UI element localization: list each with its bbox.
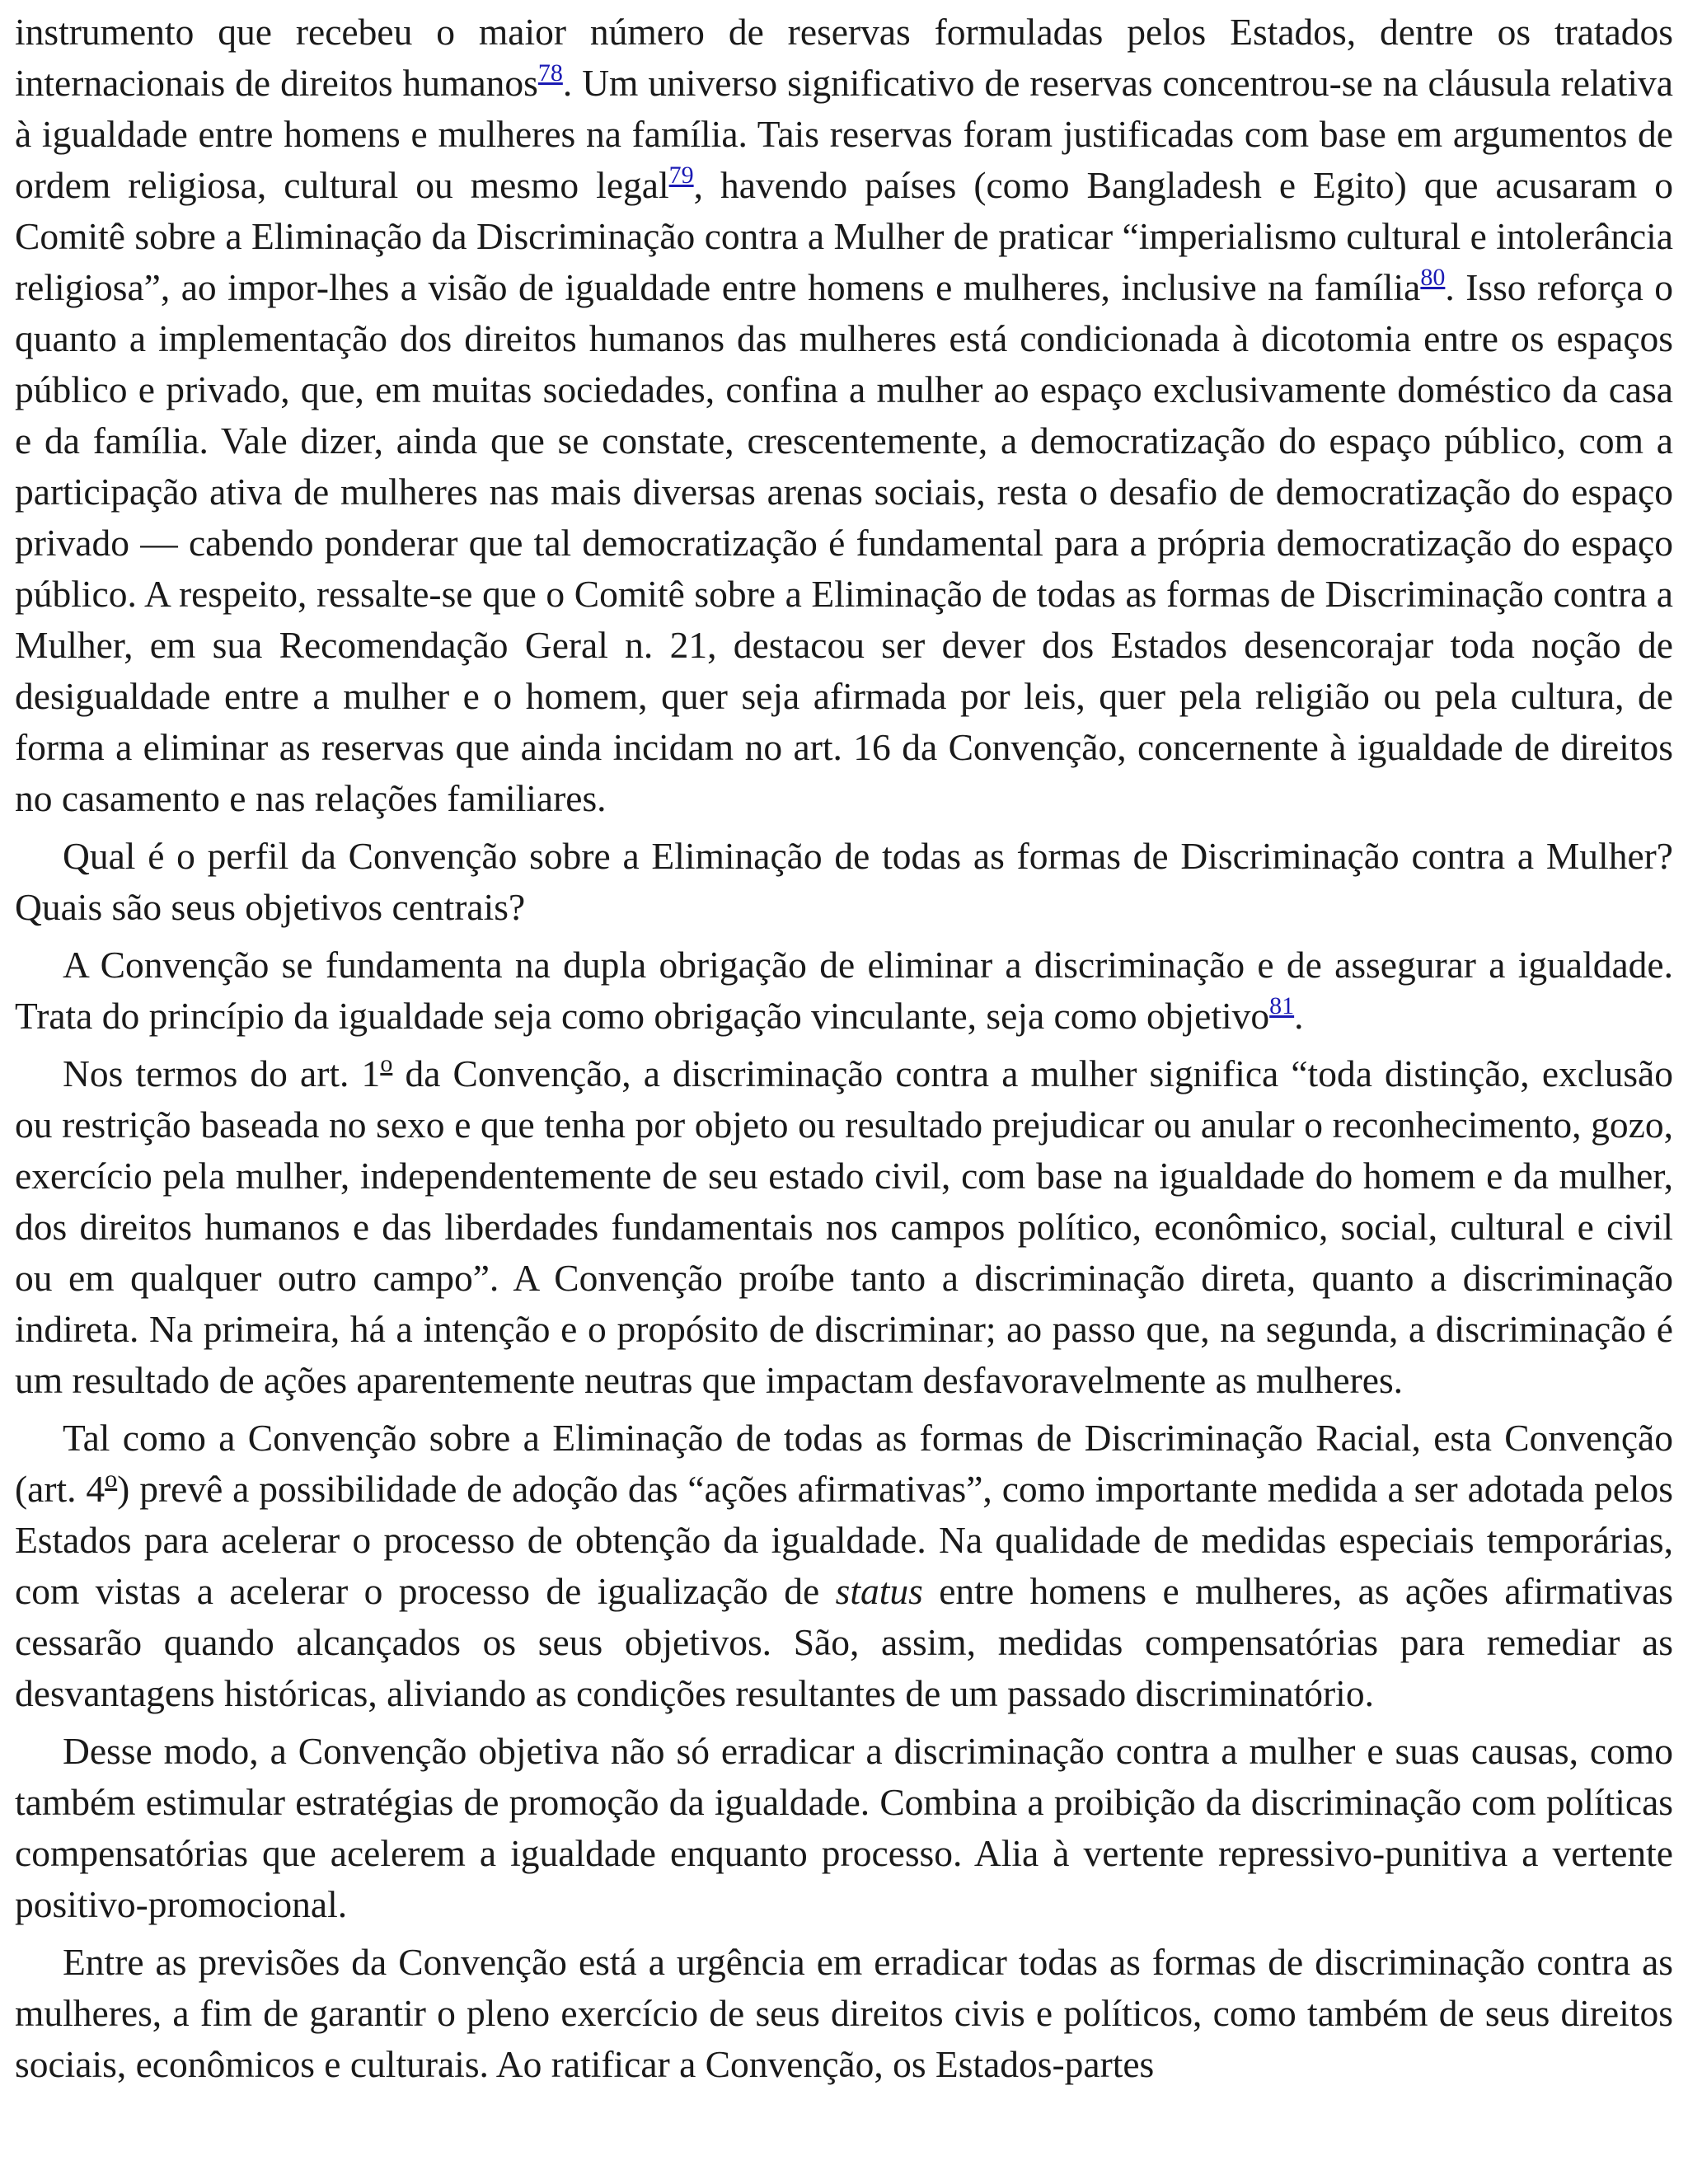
- paragraph-text: Tal como a Convenção sobre a Eliminação de todas as formas de Discriminação Racial, esta Convenção (art. 4: [15, 1417, 1673, 1510]
- paragraph-text: .: [1294, 995, 1304, 1037]
- paragraph-text: . Isso reforça o quanto a implementação dos direitos humanos das mulheres está condicionada à dicotomia entre os espaços público e privado, que, em muitas sociedades, confina a mulher ao espaço exclusivamente doméstico da casa e da família. Vale dizer, ainda que se constate, crescentemente, a democratização do espaço público, com a participação ativa de mulheres nas mais diversas arenas sociais, resta o desafio de democratização do espaço privado — cabendo ponderar que tal democratização é fundamental para a própria democratização do espaço público. A respeito, ressalte-se que o Comitê sobre a Eliminação de todas as formas de Discriminação contra a Mulher, em sua Recomendação Geral n. 21, destacou ser dever dos Estados desencorajar toda noção de desigualdade entre a mulher e o homem, quer seja afirmada por leis, quer pela religião ou pela cultura, de forma a eliminar as reservas que ainda incidam no art. 16 da Convenção, concernente à igualdade de direitos no casamento e nas relações familiares.: [15, 266, 1673, 819]
- paragraph-text: Qual é o perfil da Convenção sobre a Eliminação de todas as formas de Discriminação contra a Mulher? Quais são seus objetivos centrais?: [15, 835, 1673, 928]
- paragraph-objectives: [15, 1726, 1673, 1930]
- paragraph-text: , havendo países (como Bangladesh e Egito) que acusaram o Comitê sobre a Eliminação da Discriminação contra a Mulher de praticar “imperialismo cultural e intolerância religiosa”, ao impor-lhes a visão de igualdade entre homens e mulheres, inclusive na família: [15, 164, 1673, 308]
- italic-term: status: [835, 1570, 923, 1612]
- footnote-link-80[interactable]: 80: [1420, 264, 1446, 291]
- paragraph-text: A Convenção se fundamenta na dupla obrigação de eliminar a discriminação e de assegurar a igualdade. Trata do princípio da igualdade seja como obrigação vinculante, seja como objetivo: [15, 944, 1673, 1037]
- paragraph-text: entre homens e mulheres, as ações afirmativas cessarão quando alcançados os seus objetivos. São, assim, medidas compensatórias para remediar as desvantagens históricas, aliviando as condições resultantes de um passado discriminatório.: [15, 1570, 1674, 1714]
- ordinal-indicator: o: [380, 1050, 393, 1077]
- paragraph-text: Nos termos do art. 1: [63, 1052, 381, 1094]
- paragraph-text: ) prevê a possibilidade de adoção das “ações afirmativas”, como importante medida a ser adotada pelos Estados para acelerar o processo de obtenção da igualdade. Na qualidade de medidas especiais temporárias, com vistas a acelerar o processo de igualização de: [15, 1468, 1674, 1612]
- document-page: [15, 7, 1673, 2097]
- paragraph-double-obligation: [15, 940, 1673, 1042]
- paragraph-text: da Convenção, a discriminação contra a mulher significa “toda distinção, exclusão ou restrição baseada no sexo e que tenha por objeto ou resultado prejudicar ou anular o reconhecimento, gozo, exercício pela mulher, independentemente de seu estado civil, com base na igualdade do homem e da mulher, dos direitos humanos e das liberdades fundamentais nos campos político, econômico, social, cultural e civil ou em qualquer outro campo”. A Convenção proíbe tanto a discriminação direta, quanto a discriminação indireta. Na primeira, há a intenção e o propósito de discriminar; ao passo que, na segunda, a discriminação é um resultado de ações aparentemente neutras que impactam desfavoravelmente as mulheres.: [15, 1052, 1673, 1401]
- paragraph-text: Desse modo, a Convenção objetiva não só erradicar a discriminação contra a mulher e suas causas, como também estimular estratégias de promoção da igualdade. Combina a proibição da discriminação com políticas compensatórias que acelerem a igualdade enquanto processo. Alia à vertente repressivo-punitiva a vertente positivo-promocional.: [15, 1730, 1673, 1925]
- footnote-link-78[interactable]: 78: [537, 59, 563, 87]
- paragraph-text: Entre as previsões da Convenção está a urgência em erradicar todas as formas de discriminação contra as mulheres, a fim de garantir o pleno exercício de seus direitos civis e políticos, como também de seus direitos sociais, econômicos e culturais. Ao ratificar a Convenção, os Estados-partes: [15, 1941, 1673, 2085]
- footnote-link-79[interactable]: 79: [668, 162, 694, 189]
- paragraph-article-1: [15, 1048, 1673, 1406]
- footnote-link-81[interactable]: 81: [1269, 992, 1295, 1019]
- paragraph-text: . Um universo significativo de reservas concentrou-se na cláusula relativa à igualdade entre homens e mulheres na família. Tais reservas foram justificadas com base em argumentos de ordem religiosa, cultural ou mesmo legal: [15, 62, 1673, 206]
- paragraph-question: [15, 831, 1673, 933]
- paragraph-text: instrumento que recebeu o maior número de reservas formuladas pelos Estados, dentre os tratados internacionais de direitos humanos: [15, 11, 1673, 104]
- paragraph-reservations: [15, 7, 1673, 824]
- ordinal-indicator: o: [105, 1465, 118, 1493]
- paragraph-affirmative-actions: [15, 1413, 1673, 1719]
- paragraph-provisions: [15, 1937, 1673, 2090]
